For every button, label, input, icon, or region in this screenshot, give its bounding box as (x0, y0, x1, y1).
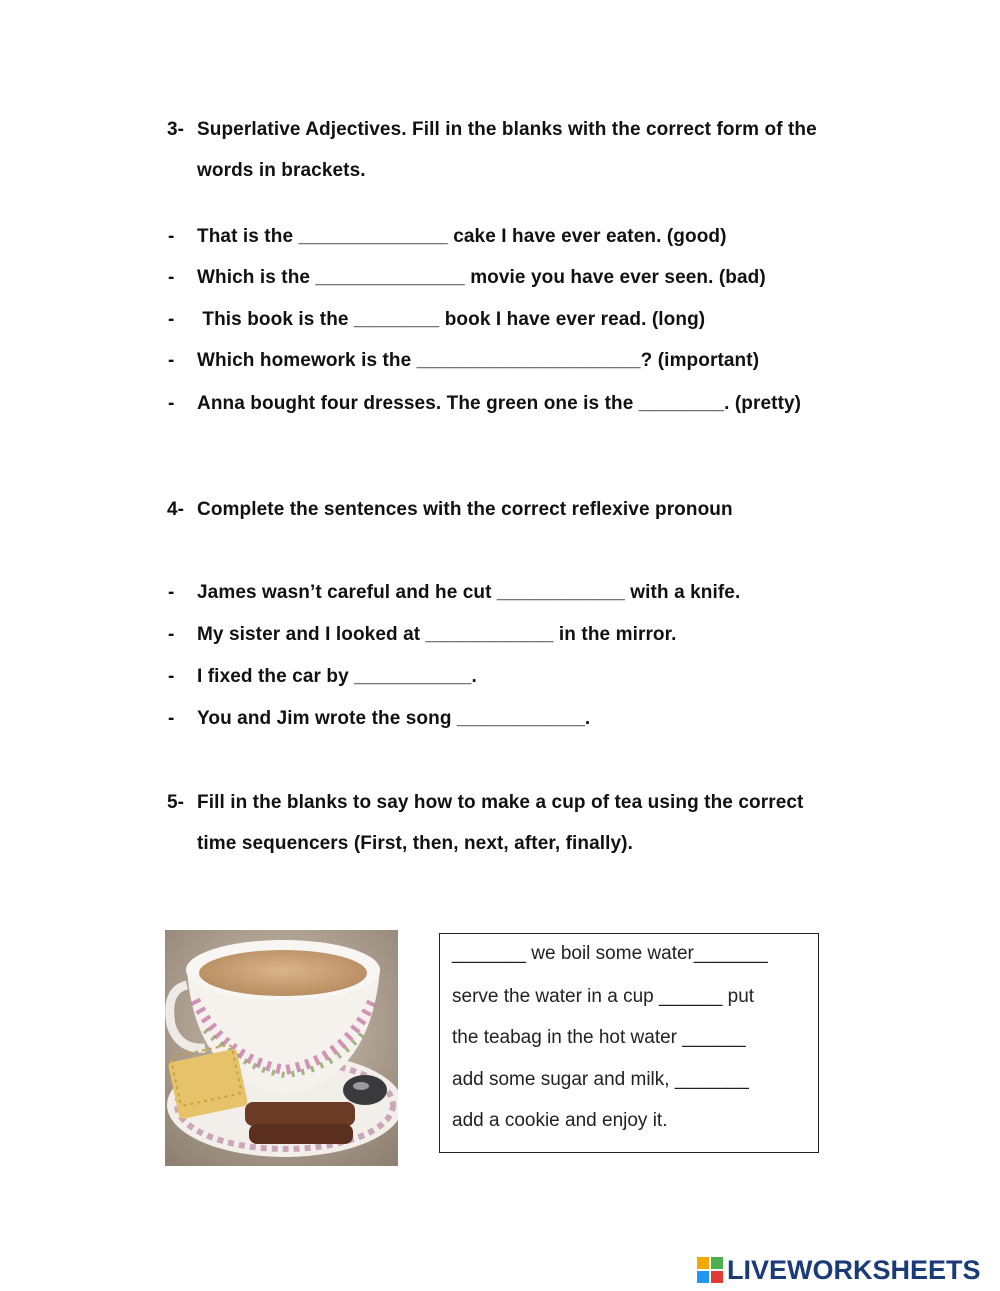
bullet-dash: - (168, 582, 175, 603)
exercise-item: Anna bought four dresses. The green one is the ________. (pretty) (197, 393, 802, 414)
tea-step-line: add a cookie and enjoy it. (452, 1110, 668, 1131)
exercise-item: Which is the ______________ movie you have ever seen. (bad) (197, 267, 766, 288)
exercise-item: I fixed the car by ___________. (197, 666, 477, 687)
section-3-instruction: Superlative Adjectives. Fill in the blanks with the correct form of the (197, 119, 817, 140)
bullet-dash: - (168, 708, 175, 729)
bullet-dash: - (168, 666, 175, 687)
tea-step-line: serve the water in a cup ______ put (452, 986, 755, 1007)
bullet-dash: - (168, 226, 175, 247)
section-3-number: 3- (167, 119, 185, 140)
exercise-item: This book is the ________ book I have ever read. (long) (197, 309, 706, 330)
section-5-instruction: Fill in the blanks to say how to make a cup of tea using the correct (197, 792, 804, 813)
exercise-item: That is the ______________ cake I have ever eaten. (good) (197, 226, 727, 247)
exercise-item: You and Jim wrote the song ____________. (197, 708, 591, 729)
tea-step-line: add some sugar and milk, _______ (452, 1069, 749, 1090)
tea-step-line: the teabag in the hot water ______ (452, 1027, 746, 1048)
section-4-instruction: Complete the sentences with the correct reflexive pronoun (197, 499, 733, 520)
bullet-dash: - (168, 267, 175, 288)
tea-step-line: _______ we boil some water_______ (452, 943, 768, 964)
section-3-instruction-cont: words in brackets. (197, 160, 366, 181)
tea-cup-icon (165, 930, 398, 1166)
bullet-dash: - (168, 624, 175, 645)
exercise-item: James wasn’t careful and he cut ____________ with a knife. (197, 582, 741, 603)
bullet-dash: - (168, 393, 175, 414)
bullet-dash: - (168, 350, 175, 371)
liveworksheets-logo (697, 1255, 981, 1285)
tea-steps-answer-box (439, 933, 819, 1153)
liveworksheets-icon (697, 1257, 723, 1283)
bullet-dash: - (168, 309, 175, 330)
tea-cup-photo (165, 930, 398, 1166)
exercise-item: Which homework is the _____________________? (important) (197, 350, 760, 371)
section-4-number: 4- (167, 499, 185, 520)
brand-name: LIVEWORKSHEETS (727, 1254, 981, 1285)
section-5-instruction-cont: time sequencers (First, then, next, after, finally). (197, 833, 633, 854)
section-5-number: 5- (167, 792, 185, 813)
exercise-item: My sister and I looked at ____________ in the mirror. (197, 624, 677, 645)
